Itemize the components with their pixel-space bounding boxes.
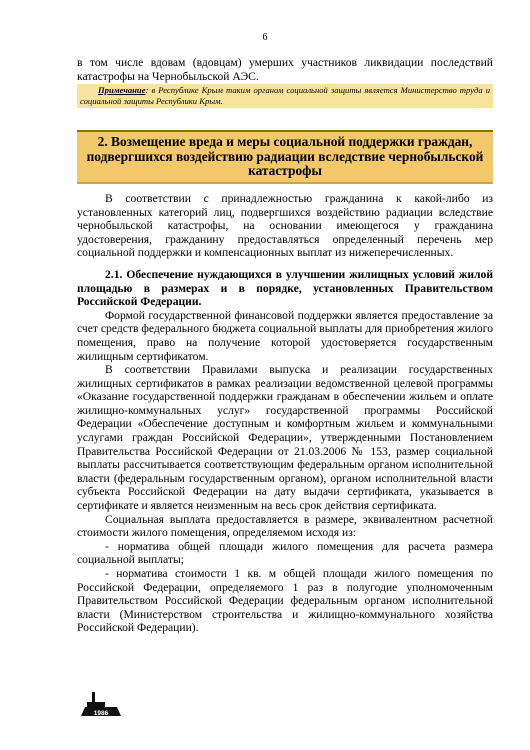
intro-paragraph: в том числе вдовам (вдовцам) умерших участников ликвидации последствий катастрофы на Чернобыльской АЭС. (77, 56, 493, 83)
page-number: 6 (262, 32, 268, 43)
note-block (77, 84, 493, 108)
list-item: - норматива общей площади жилого помещения для расчета размера социальной выплаты; (77, 539, 493, 567)
list-item: - норматива стоимости 1 кв. м общей площади жилого помещения по Российской Федерации, определяемого 1 раз в полугодие уполномоченным Правительством Российской Федерации федеральным органом исполнительной власти (Министерством строительства и жилищно-коммунального хозяйства Российской Федерации). (77, 567, 493, 635)
paragraph-social-payment: Социальная выплата предоставляется в размере, эквивалентном расчетной стоимости жилого помещения, определяемом исходя из: (77, 512, 493, 540)
section-heading-box (77, 130, 493, 184)
chernobyl-monument-icon (79, 690, 123, 720)
paragraph-financial-support: Формой государственной финансовой поддержки является предоставление за счет средств федерального бюджета социальной выплаты для приобретения жилого помещения, право на получение которой удостоверяется государственным жилищным сертификатом. (77, 308, 493, 363)
logo-year: 1986 (93, 710, 109, 717)
section-title: 2. Возмещение вреда и меры социальной поддержки граждан, подвергшихся воздействию радиации вследствие чернобыльской катастрофы (86, 134, 484, 179)
paragraph-rules: В соответствии Правилами выпуска и реализации государственных жилищных сертификатов в рамках реализации ведомственной целевой программы «Оказание государственной поддержки гражданам в обеспечении жильем и оплате жилищно-коммунальных услуг» государственной программы Российской Федерации «Обеспечение доступным и комфортным жильем и коммунальными услугами граждан Российской Федерации», утвержденными Постановлением Правительства Российской Федерации от 21.03.2006 № 153, размер социальной выплаты рассчитывается соответствующим федеральным органом исполнительной власти (федеральным государственным органом), органом исполнительной власти субъекта Российской Федерации на дату выдачи сертификата, указывается в сертификате и является неизменным на весь срок действия сертификата. (77, 363, 493, 513)
subsection-title: 2.1. Обеспечение нуждающихся в улучшении жилищных условий жилой площадью в размерах и в порядке, установленных Правительством Российской Федерации. (77, 267, 493, 309)
paragraph-categories: В соответствии с принадлежностью гражданина к какой-либо из установленных категорий лиц, подвергшихся воздействию радиации вследствие чернобыльской катастрофы, на основании имеющегося у гражданина удостоверения, гражданину предоставляться определенный перечень мер социальной поддержки и компенсационных выплат из нижеперечисленных. (77, 191, 493, 260)
document-body (77, 56, 493, 635)
note-text: : в Республике Крым таким органом социальной защиты является Министерство труда и социальной защиты Республики Крым. (80, 85, 490, 107)
note-label: Примечание (98, 85, 146, 96)
